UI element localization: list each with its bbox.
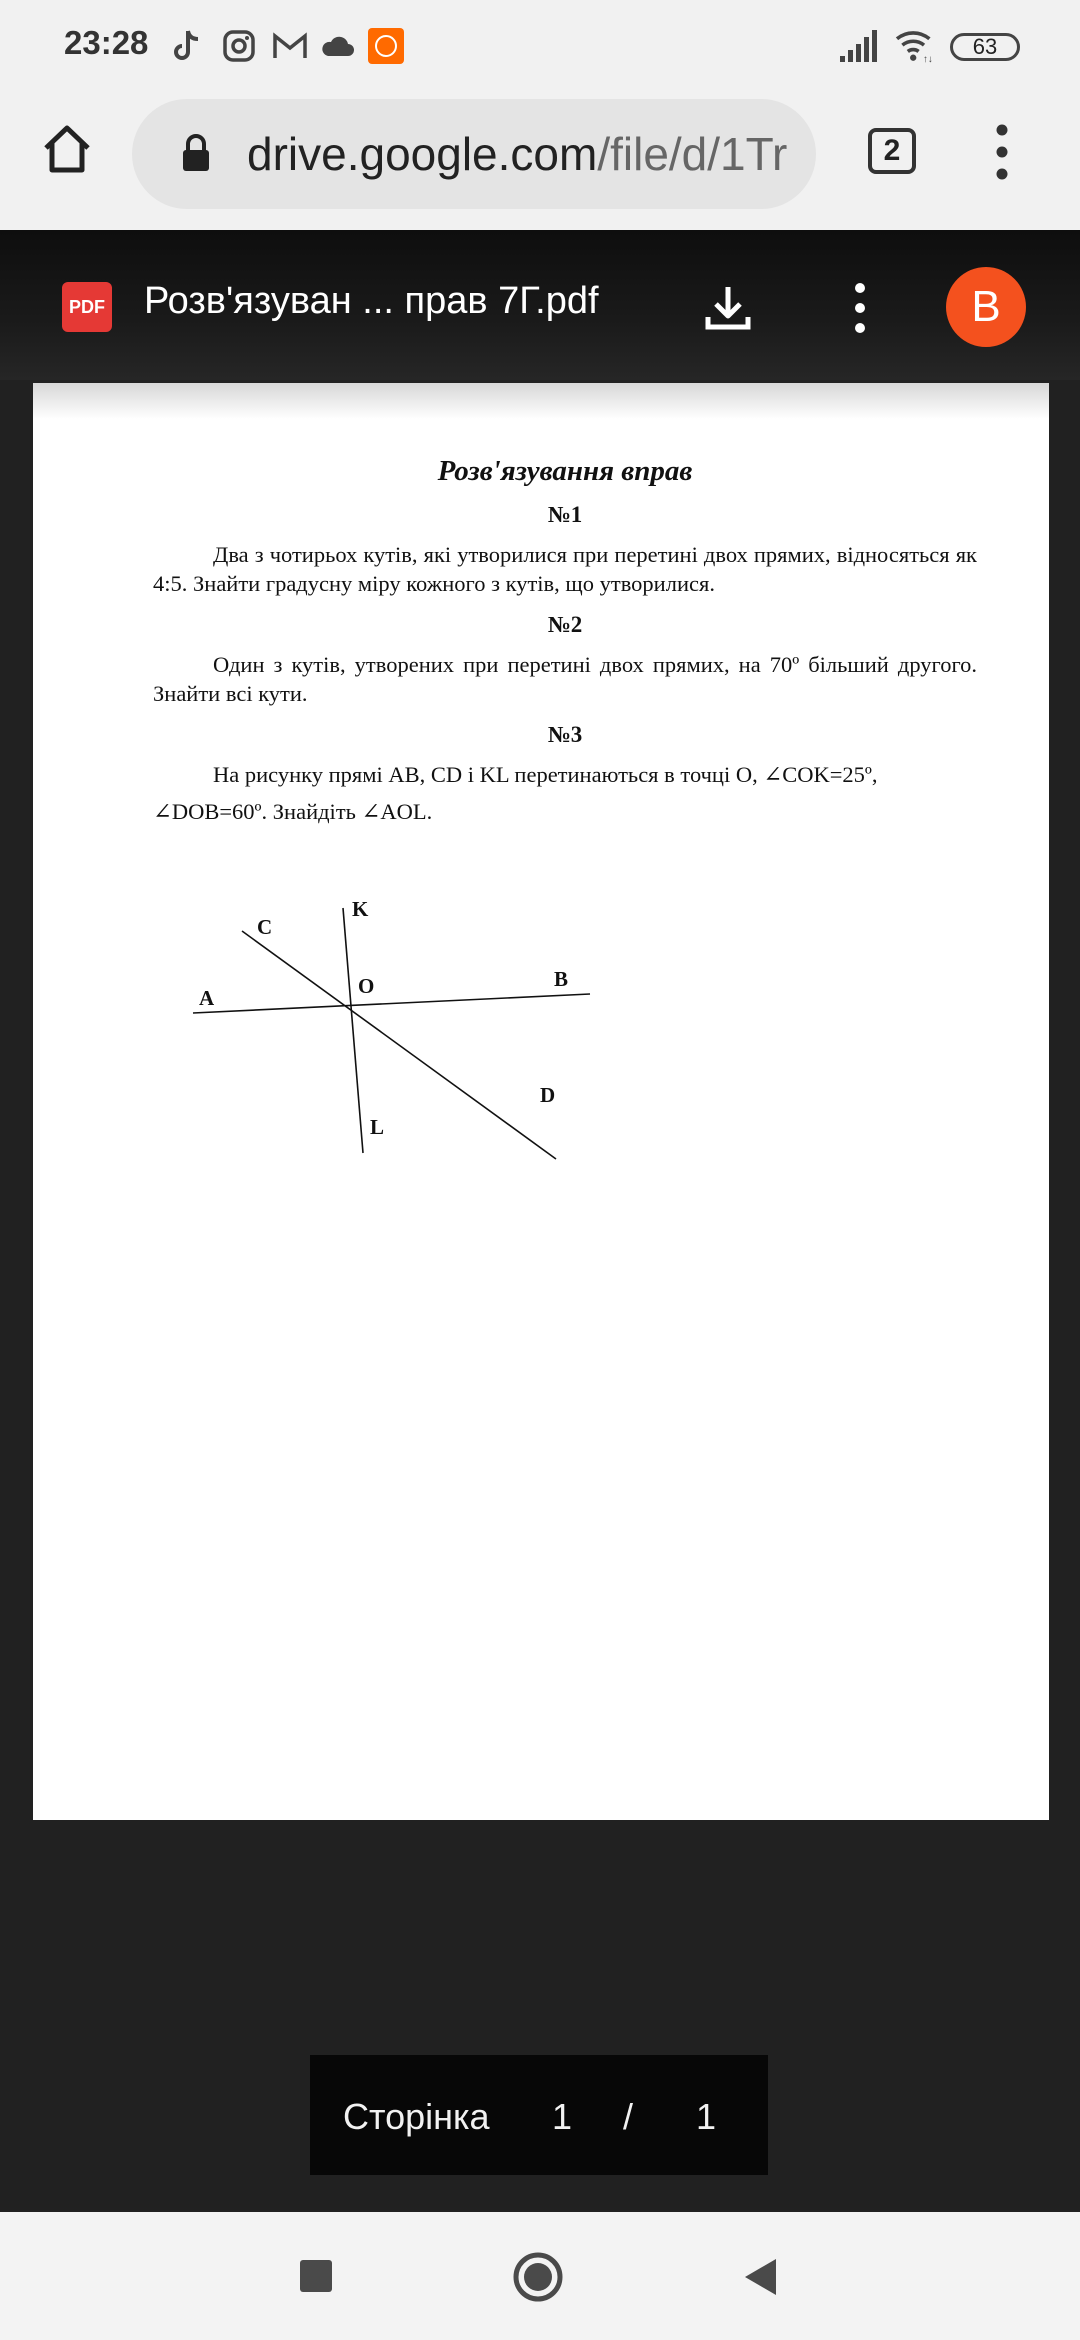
page-label: Сторінка [343,2096,490,2137]
wifi-icon [892,28,938,64]
pdf-page [33,383,1049,1820]
more-options-icon[interactable] [848,282,872,334]
browser-toolbar [0,95,1080,230]
label-o: O [358,974,375,998]
browser-menu-icon[interactable] [990,122,1014,182]
current-page: 1 [552,2096,573,2137]
gmail-icon [272,28,308,64]
mi-app-icon [367,28,405,64]
signal-icon [838,28,880,64]
back-button-icon[interactable] [742,2257,778,2297]
document-title: Розв'язування вправ [437,455,693,487]
label-c: C [257,915,273,939]
exercise-2-number: №2 [547,612,583,637]
tab-switcher-button[interactable]: 2 [868,128,916,174]
label-b: B [554,967,569,991]
exercise-3-text-line2: ∠DOB=60º. Знайдіть ∠AOL. [153,799,433,824]
exercise-3-text-line1: На рисунку прямі AB, CD і KL перетинаються в точці O, ∠COK=25º, [213,762,878,787]
line-ab [193,994,590,1013]
lock-icon [180,133,212,173]
url-path: /file/d/1Tr [597,128,788,180]
document-content [153,455,977,840]
download-icon[interactable] [704,283,752,333]
home-icon[interactable] [40,122,94,176]
exercise-2-text: Один з кутів, утворених при перетині двох прямих, на 70º більший другого. Знайти всі кути. [153,652,977,706]
line-kl [343,908,363,1153]
tiktok-icon [170,28,204,64]
instagram-icon [222,28,256,64]
label-l: L [370,1115,385,1139]
label-d: D [540,1083,556,1107]
line-cd [242,931,556,1159]
file-title: Розв'язуван ... прав 7Г.pdf [144,280,599,322]
label-k: K [352,897,369,921]
page-shadow [33,383,1049,419]
battery-indicator: 63 [950,33,1020,61]
url-domain: drive.google.com [247,128,598,180]
exercise-1-number: №1 [547,502,583,527]
status-time: 23:28 [64,24,149,61]
exercise-3-number: №3 [547,722,583,747]
address-bar[interactable] [132,99,816,209]
svg-text:↑↓: ↑↓ [923,54,933,64]
page-separator: / [623,2096,634,2137]
url-text[interactable] [247,127,807,181]
drive-viewer-header [0,230,1080,380]
label-a: A [199,986,215,1010]
exercise-1-text: Два з чотирьох кутів, які утворилися при перетині двох прямих, відносяться як 4:5. Знайти градусну міру кожного з кутів, що утворилися. [153,542,977,596]
recents-button-icon[interactable] [299,2259,333,2293]
status-bar [0,0,1080,95]
pdf-file-icon: PDF [62,282,112,332]
page-indicator [310,2055,768,2175]
home-button-icon[interactable] [512,2251,564,2303]
total-pages: 1 [696,2096,717,2137]
geometry-figure [153,868,713,1168]
cloud-icon [320,28,356,64]
account-avatar[interactable]: B [946,267,1026,347]
system-navigation-bar [0,2212,1080,2340]
